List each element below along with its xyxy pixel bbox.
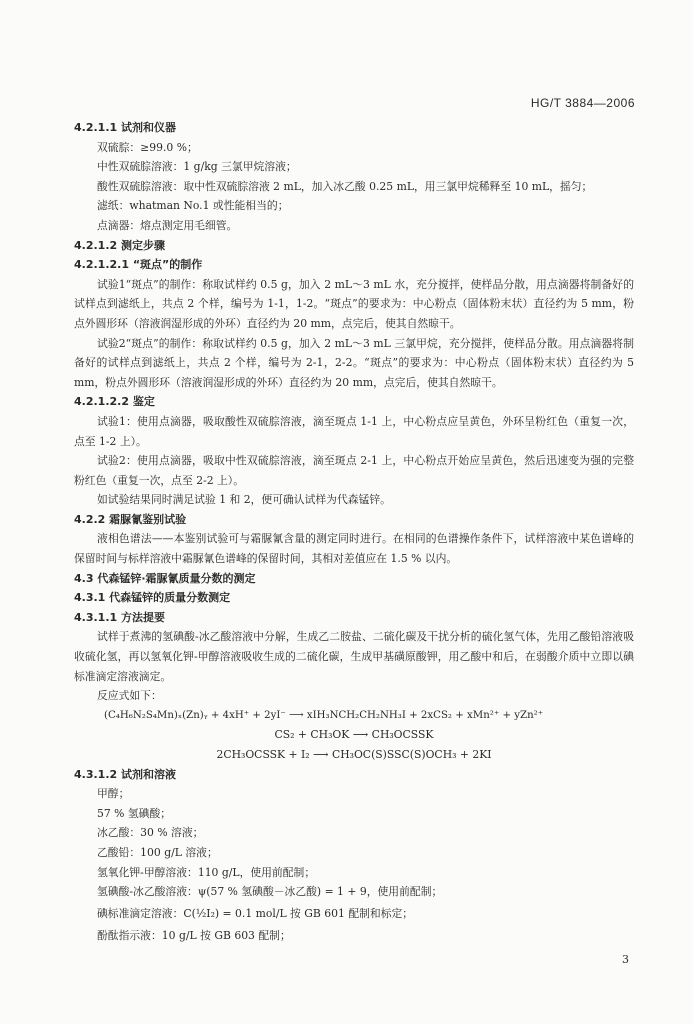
reaction-intro: 反应式如下： xyxy=(97,689,162,703)
reaction-equation-3: 2CH₃OCSSK + I₂ ⟶ CH₃OC(S)SSC(S)OCH₃ + 2KI xyxy=(216,748,492,761)
section-43-heading: 4.3 代森锰锌·霜脲氰质量分数的测定 xyxy=(74,571,256,585)
section-4212-heading: 4.2.1.2 测定步骤 xyxy=(74,238,165,252)
solution-item: 乙酸铅：100 g/L 溶液； xyxy=(97,845,218,859)
identification-test2-paragraph: 试验2：使用点滴器，吸取中性双硫腙溶液，滴至斑点 2-1 上，中心粉点开始应呈黄色，然后迅速变为强的完整粉红色（重复一次，点至 2-2 上）。 xyxy=(74,454,634,487)
spot-prep-test1-paragraph: 试验1“斑点”的制作：称取试样约 0.5 g，加入 2 mL～3 mL 水，充分搅拌，使样品分散，用点滴器将制备好的试样点到滤纸上，共点 2 个样，编号为 1-1，1-2。“斑点”的要求为：中心粉点（固体粉末状）直径约为 5 mm，粉点外圆形环（溶液润湿形成的外环）直径约为 20 mm，点完后，使其自然晾干。 xyxy=(74,277,634,330)
reaction-equation-1: (C₄H₆N₂S₄Mn)ₓ(Zn)ᵧ + 4xH⁺ + 2yI⁻ ⟶ xIH₃NCH₂CH₂NH₃I + 2xCS₂ + xMn²⁺ + yZn²⁺ xyxy=(104,709,544,721)
reaction-equation-2: CS₂ + CH₃OK ⟶ CH₃OCSSK xyxy=(274,728,434,742)
solution-item: 57 % 氢碘酸； xyxy=(97,806,172,820)
identification-test1-paragraph: 试验1：使用点滴器，吸取酸性双硫腙溶液，滴至斑点 1-1 上，中心粉点应呈黄色，外环呈粉红色（重复一次，点至 1-2 上）。 xyxy=(74,414,634,448)
reagent-item: 点滴器：熔点测定用毛细管。 xyxy=(97,218,238,232)
reagent-item: 双硫腙：≥99.0 %； xyxy=(97,140,198,154)
identification-conclusion-paragraph: 如试验结果同时满足试验 1 和 2，便可确认试样为代森锰锌。 xyxy=(97,493,391,507)
section-431-heading: 4.3.1 代森锰锌的质量分数测定 xyxy=(74,591,231,605)
solution-item: 氢碘酸-冰乙酸溶液：ψ(57 % 氢碘酸－冰乙酸) = 1 + 9，使用前配制； xyxy=(97,885,443,899)
reagent-item: 中性双硫腙溶液：1 g/kg 三氯甲烷溶液； xyxy=(97,160,297,174)
reagent-item: 滤纸：whatman No.1 或性能相当的； xyxy=(97,199,289,213)
solution-item: 碘标准滴定溶液：C(½I₂) = 0.1 mol/L 按 GB 601 配制和标定； xyxy=(97,906,414,920)
method-summary-paragraph: 试样于煮沸的氢碘酸-冰乙酸溶液中分解，生成乙二胺盐、二硫化碳及干扰分析的硫化氢气体，先用乙酸铅溶液吸收硫化氢，再以氢氧化钾-甲醇溶液吸收生成的二硫化碳，生成甲基磺原酸钾，用乙酸中和后，在弱酸介质中立即以碘标准滴定溶液滴定。 xyxy=(74,630,634,683)
solution-item: 甲醇； xyxy=(97,787,130,801)
solution-item: 冰乙酸：30 % 溶液； xyxy=(97,826,204,840)
reagent-item: 酸性双硫腙溶液：取中性双硫腙溶液 2 mL，加入冰乙酸 0.25 mL，用三氯甲烷稀释至 10 mL，摇匀； xyxy=(97,179,593,193)
spot-prep-test2-paragraph: 试验2“斑点”的制作：称取试样约 0.5 g，加入 2 mL～3 mL 三氯甲烷，充分搅拌，使样品分散。用点滴器将制备好的试样点到滤纸上，共点 2 个样，编号为 2-1，2-2。“斑点”的要求为：中心粉点（固体粉末状）直径约为 5 mm，粉点外圆形环（溶液润湿形成的外环）直径约为 20 mm，点完后，使其自然晾干。 xyxy=(74,336,634,389)
section-4312-heading: 4.3.1.2 试剂和溶液 xyxy=(74,767,176,781)
section-422-heading: 4.2.2 霜脲氰鉴别试验 xyxy=(74,512,187,526)
section-4211-heading: 4.2.1.1 试剂和仪器 xyxy=(74,121,176,134)
cymoxanil-identification-paragraph: 液相色谱法——本鉴别试验可与霜脲氰含量的测定同时进行。在相同的色谱操作条件下，试样溶液中某色谱峰的保留时间与标样溶液中霜脲氰色谱峰的保留时间，其相对差值应在 1.5 % 以内。 xyxy=(74,532,634,566)
document-code-header: HG/T 3884—2006 xyxy=(530,96,635,110)
solution-item: 氢氧化钾-甲醇溶液：110 g/L，使用前配制； xyxy=(97,865,316,879)
solution-item: 酚酞指示液：10 g/L 按 GB 603 配制； xyxy=(97,928,291,942)
section-42122-heading: 4.2.1.2.2 鉴定 xyxy=(74,395,155,409)
page-number: 3 xyxy=(622,953,629,966)
section-42121-heading: 4.2.1.2.1 “斑点”的制作 xyxy=(74,258,203,272)
section-4311-heading: 4.3.1.1 方法提要 xyxy=(74,610,165,624)
document-body xyxy=(74,118,634,945)
